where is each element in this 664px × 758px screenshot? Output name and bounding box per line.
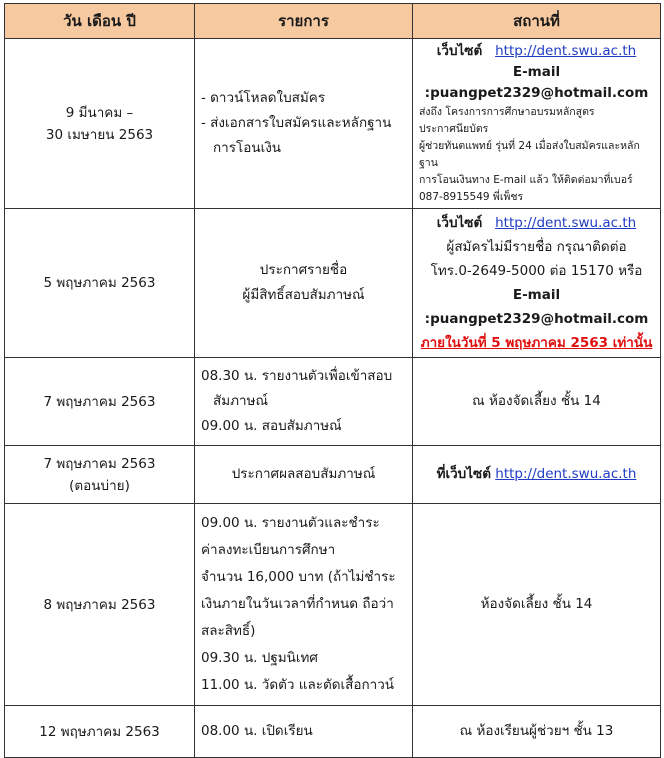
items-cell (195, 706, 413, 758)
items-cell (195, 358, 413, 446)
item-line: ผู้มีสิทธิ์สอบสัมภาษณ์ (242, 287, 365, 303)
date-line: 5 พฤษภาคม 2563 (43, 275, 156, 291)
item-line: จำนวน 16,000 บาท (ถ้าไม่ชำระ (201, 569, 396, 585)
date-line: (ตอนบ่าย) (69, 477, 130, 494)
date-cell (5, 39, 195, 209)
item-line: - ดาวน์โหลดใบสมัคร (201, 90, 326, 106)
table-row (5, 504, 661, 706)
place-cell (413, 446, 661, 504)
place-cell (413, 209, 661, 358)
email-text: E-mail :puangpet2329@hotmail.com (424, 287, 649, 327)
item-line: 08.00 น. เปิดเรียน (201, 723, 313, 739)
place-cell: ณ ห้องจัดเลี้ยง ชั้น 14 (413, 358, 661, 446)
place-cell: ณ ห้องเรียนผู้ช่วยฯ ชั้น 13 (413, 706, 661, 758)
item-line: ประกาศผลสอบสัมภาษณ์ (231, 466, 376, 482)
header-place: สถานที่ (413, 4, 661, 39)
deadline-text: ภายในวันที่ 5 พฤษภาคม 2563 เท่านั้น (420, 335, 653, 351)
place-cell (413, 39, 661, 209)
website-label: เว็บไซต์ (436, 215, 483, 231)
note-line: การโอนเงินทาง E-mail แล้ว ให้ติดต่อมาที่เบอร์ (419, 174, 633, 186)
items-cell (195, 504, 413, 706)
website-prefix: ที่เว็บไซต์ (436, 466, 491, 482)
item-line: ประกาศรายชื่อ (259, 262, 348, 278)
table-row (5, 706, 661, 758)
items-cell (195, 446, 413, 504)
items-cell (195, 39, 413, 209)
date-cell (5, 504, 195, 706)
website-link[interactable]: http://dent.swu.ac.th (495, 43, 637, 59)
website-link[interactable]: http://dent.swu.ac.th (495, 466, 637, 482)
item-line: 09.00 น. รายงานตัวและชำระ (201, 515, 380, 531)
item-line: 11.00 น. วัดตัว และตัดเสื้อกาวน์ (201, 677, 395, 693)
item-line: สละสิทธิ์) (201, 623, 256, 639)
header-row (5, 4, 661, 39)
date-line: 7 พฤษภาคม 2563 (43, 393, 156, 410)
date-cell (5, 706, 195, 758)
date-line: 8 พฤษภาคม 2563 (43, 596, 156, 613)
table-row (5, 358, 661, 446)
date-cell (5, 209, 195, 358)
header-items: รายการ (195, 4, 413, 39)
table-row (5, 209, 661, 358)
item-line: สัมภาษณ์ (213, 393, 269, 409)
email-text: E-mail :puangpet2329@hotmail.com (424, 64, 649, 101)
date-cell (5, 446, 195, 504)
website-link[interactable]: http://dent.swu.ac.th (495, 215, 637, 231)
table-row (5, 39, 661, 209)
item-line: - ส่งเอกสารใบสมัครและหลักฐาน (201, 115, 392, 131)
note-line: 087-8915549 พี่เพ็ชร (419, 191, 524, 203)
date-line: 7 พฤษภาคม 2563 (43, 455, 156, 472)
website-label: เว็บไซต์ (436, 43, 483, 59)
item-line: 09.00 น. สอบสัมภาษณ์ (201, 418, 342, 434)
contact-line: ผู้สมัครไม่มีรายชื่อ กรุณาติดต่อ (446, 239, 627, 255)
header-date: วัน เดือน ปี (5, 4, 195, 39)
item-line: ค่าลงทะเบียนการศึกษา (201, 542, 336, 558)
item-line: การโอนเงิน (213, 140, 282, 156)
date-line: 30 เมษายน 2563 (45, 126, 154, 143)
date-line: 12 พฤษภาคม 2563 (39, 723, 160, 740)
place-cell: ห้องจัดเลี้ยง ชั้น 14 (413, 504, 661, 706)
item-line: 09.30 น. ปฐมนิเทศ (201, 650, 318, 666)
schedule-table (4, 3, 661, 758)
item-line: 08.30 น. รายงานตัวเพื่อเข้าสอบ (201, 368, 393, 384)
note-line: ผู้ช่วยทันตแพทย์ รุ่นที่ 24 เมื่อส่งใบสมัครและหลักฐาน (419, 140, 640, 169)
contact-line: โทร.0-2649-5000 ต่อ 15170 หรือ (430, 263, 643, 279)
table-row (5, 446, 661, 504)
item-line: เงินภายในวันเวลาที่กำหนด ถือว่า (201, 596, 394, 612)
items-cell (195, 209, 413, 358)
note-line: ส่งถึง โครงการการศึกษาอบรมหลักสูตรประกาศนียบัตร (419, 106, 595, 135)
date-line: 9 มีนาคม – (65, 104, 134, 121)
date-cell (5, 358, 195, 446)
